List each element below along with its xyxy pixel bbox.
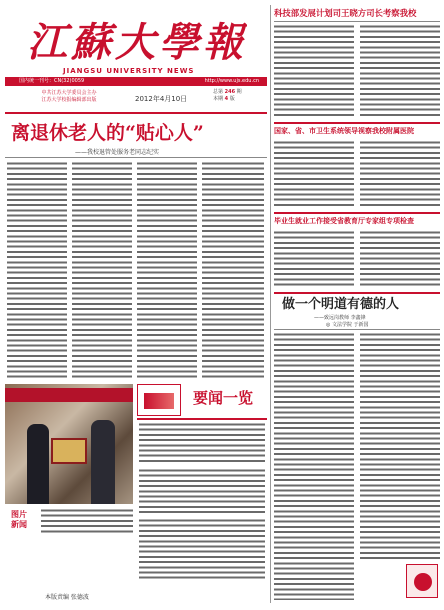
retired-care-col-4 [202, 161, 264, 379]
health-base-col-2 [360, 140, 440, 208]
zhang-visit-col-2 [360, 24, 440, 118]
moral-person-subhead: ——致远岗教师 李鑫锋 [314, 315, 366, 321]
moral-person-col-2 [360, 332, 440, 560]
retired-care-col-1 [7, 161, 67, 379]
news-brief-rule [137, 418, 267, 420]
masthead-bottom-rule [5, 112, 267, 114]
health-base-top-rule [274, 122, 440, 124]
health-base-headline: 国家、省、市卫生系统领导视察我校附属医院 [274, 126, 414, 135]
page-column-divider [270, 5, 271, 603]
issue-label: 总第 [213, 89, 224, 95]
masthead-date: 2012年4月10日 [135, 95, 188, 103]
moral-person-top-rule [274, 292, 440, 294]
moral-person-illustration-mark [414, 573, 432, 591]
masthead-english-name: JIANGSU UNIVERSITY NEWS [63, 67, 195, 75]
edition-label: 本期 [213, 96, 224, 102]
retired-care-subhead: ——我校退管处服务老同志纪实 [75, 149, 160, 156]
news-brief-headline: 要闻一览 [193, 389, 254, 407]
graduate-policy-article [274, 212, 440, 290]
moral-person-headline: 做一个明道有德的人 [282, 297, 400, 312]
retired-care-col-3 [137, 161, 197, 379]
photo-news-block [5, 384, 133, 536]
news-brief-item-1 [139, 422, 265, 464]
photo-plaque [51, 438, 87, 464]
masthead-sponsor-line1: 中共江苏大学委员会主办 [41, 90, 97, 96]
health-base-col-1 [274, 140, 354, 208]
edition-unit: 版 [229, 96, 235, 102]
masthead-sponsor [23, 90, 115, 104]
photo-figure-left [27, 424, 49, 504]
zhang-visit-article [274, 5, 440, 120]
graduate-policy-top-rule [274, 212, 440, 214]
health-base-article [274, 122, 440, 210]
masthead-cn-code: 国内统一刊号：CN(32)0059 [19, 78, 85, 84]
moral-person-byline: ◎ 文法学院 于新国 [326, 322, 369, 328]
graduate-policy-col-2 [360, 230, 440, 288]
retired-care-article [5, 117, 267, 382]
photo-news-label-line1: 图片 [11, 510, 27, 519]
masthead [5, 5, 267, 115]
news-brief-emblem-mark [144, 393, 174, 409]
issue-number: 246 [224, 89, 236, 95]
graduate-policy-headline: 毕业生就业工作接受省教育厅专家组专项检查 [274, 216, 414, 225]
retired-care-rule [5, 157, 267, 158]
photo-news-label [11, 510, 37, 530]
moral-person-rule [274, 329, 440, 330]
photo-figure-right [91, 420, 115, 504]
masthead-info-bar [5, 77, 267, 86]
zhang-visit-col-1 [274, 24, 354, 118]
graduate-policy-col-1 [274, 230, 354, 288]
edition-number: 4 [224, 96, 229, 102]
masthead-sponsor-line2: 江苏大学校报编辑部出版 [41, 97, 97, 103]
retired-care-headline: 离退休老人的“贴心人” [11, 122, 204, 144]
zhang-visit-rule [274, 21, 440, 22]
news-brief-item-3 [139, 518, 265, 580]
news-brief-article [137, 384, 267, 584]
footer [5, 590, 267, 604]
ceremony-photo [5, 384, 133, 504]
zhang-visit-headline: 科技部发展计划司王晓方司长考察我校 [274, 8, 417, 18]
moral-person-col-1 [274, 332, 354, 600]
news-brief-emblem [137, 384, 181, 416]
masthead-issue [213, 89, 265, 103]
retired-care-col-2 [72, 161, 132, 379]
news-brief-item-2 [139, 468, 265, 514]
masthead-website: http://www.ujs.edu.cn [204, 78, 259, 84]
moral-person-illustration [406, 564, 438, 598]
photo-news-label-line2: 新闻 [11, 520, 27, 529]
footer-editors: 本版责编 张德波 [45, 594, 89, 601]
photo-caption [41, 508, 133, 534]
photo-banner [5, 388, 133, 402]
moral-person-article [274, 292, 440, 604]
issue-unit: 期 [236, 89, 242, 95]
masthead-title: 江蘇大學報 [27, 19, 247, 66]
